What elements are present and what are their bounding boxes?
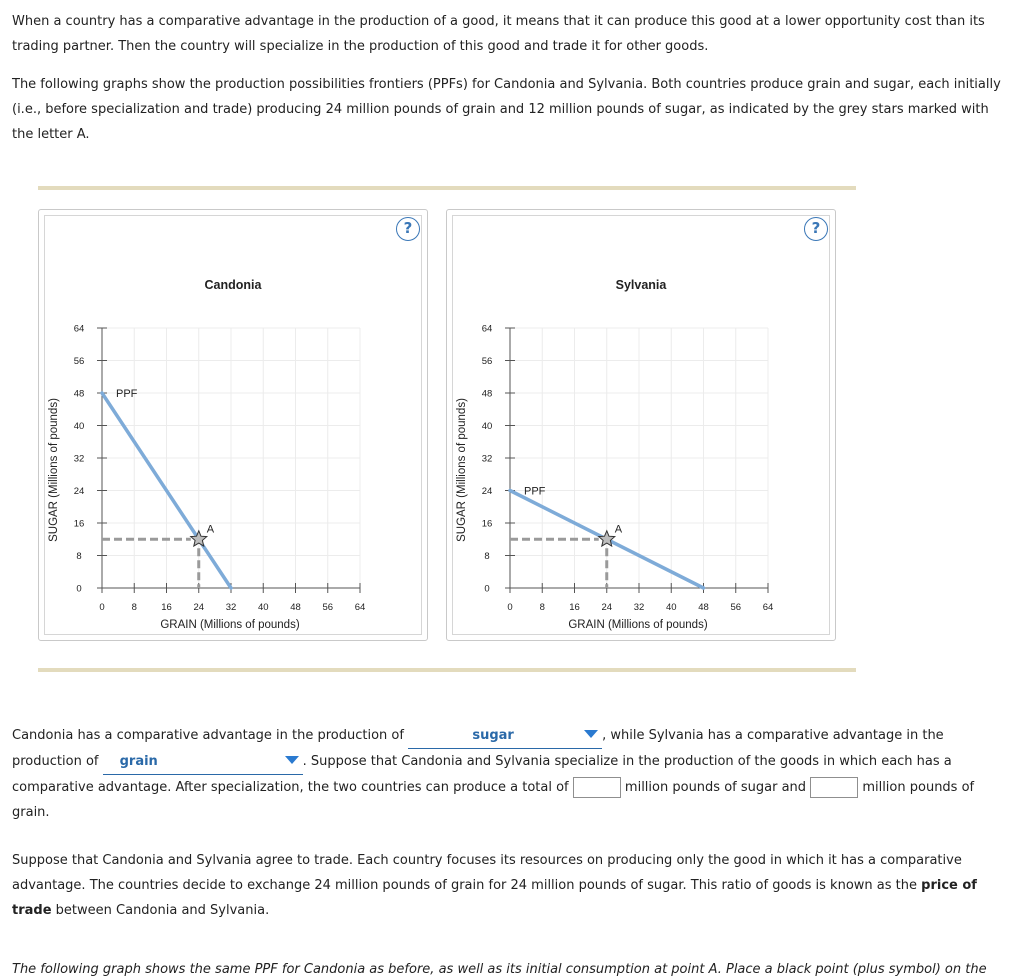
- question-text-5: million pounds of grain.: [12, 780, 975, 820]
- chart-title: Candonia: [204, 278, 262, 292]
- y-tick-label: 16: [73, 518, 85, 530]
- y-tick-label: 48: [73, 388, 85, 400]
- y-tick-label: 24: [481, 486, 493, 497]
- x-tick-label: 32: [633, 602, 645, 613]
- help-icon[interactable]: ?: [804, 217, 828, 241]
- x-tick-label: 8: [539, 602, 545, 613]
- question-text-4: million pounds of sugar and: [624, 780, 807, 795]
- x-tick-label: 0: [507, 602, 513, 613]
- question-text-3: . Suppose that Candonia and Sylvania specialize in the production of the goods in which each has a comparative advantage. After specialization, the two countries can produce a total of: [12, 754, 952, 795]
- y-tick-label: 48: [481, 388, 493, 400]
- y-tick-label: 32: [481, 453, 493, 465]
- x-tick-label: 16: [569, 602, 580, 613]
- y-tick-label: 64: [481, 323, 493, 335]
- dropdown-value: grain: [119, 754, 158, 769]
- divider-top: [38, 186, 856, 190]
- comparative-advantage-question: [12, 723, 1002, 825]
- y-tick-label: 0: [76, 583, 82, 595]
- x-tick-label: 56: [322, 602, 334, 613]
- total-grain-input[interactable]: [810, 777, 858, 798]
- cutoff-paragraph: The following graph shows the same PPF for Candonia as before, as well as its initial consumption at point A. Place a black point (plus symbol) on the: [12, 962, 987, 977]
- question-text-2: , while Sylvania has a comparative advantage in the production of: [12, 728, 944, 769]
- price-of-trade-term: price of trade: [12, 878, 977, 918]
- divider-bottom: [38, 668, 856, 672]
- help-icon[interactable]: ?: [396, 217, 420, 241]
- y-tick-label: 0: [484, 583, 490, 595]
- y-tick-label: 16: [481, 518, 493, 530]
- total-sugar-input[interactable]: [573, 777, 621, 798]
- sylvania-chart: [447, 210, 835, 640]
- x-tick-label: 40: [665, 602, 677, 613]
- x-tick-label: 16: [161, 602, 172, 613]
- x-tick-label: 48: [290, 602, 301, 613]
- y-axis-label: SUGAR (Millions of pounds): [456, 398, 468, 542]
- x-tick-label: 24: [193, 602, 205, 613]
- chart-title: Sylvania: [615, 278, 667, 292]
- y-tick-label: 56: [481, 356, 493, 367]
- x-tick-label: 24: [601, 602, 613, 613]
- y-tick-label: 8: [76, 551, 82, 562]
- intro-paragraph-1: When a country has a comparative advantage in the production of a good, it means that it can produce this good at a lower opportunity cost than its trading partner. Then the country will specialize in the production of this good and trade it for other goods.: [12, 14, 985, 54]
- y-axis-label: SUGAR (Millions of pounds): [48, 398, 60, 542]
- candonia-graph-panel: [38, 209, 428, 641]
- x-tick-label: 8: [131, 602, 137, 613]
- sylvania-advantage-dropdown[interactable]: [103, 749, 303, 775]
- candonia-advantage-dropdown[interactable]: [408, 723, 602, 749]
- point-a-label: A: [614, 523, 623, 536]
- x-tick-label: 32: [225, 602, 237, 613]
- chevron-down-icon: [584, 730, 598, 738]
- trade-paragraph: [12, 848, 1002, 923]
- y-tick-label: 24: [73, 486, 85, 497]
- y-tick-label: 40: [481, 421, 493, 432]
- y-tick-label: 40: [73, 421, 85, 432]
- x-tick-label: 0: [99, 602, 105, 613]
- x-tick-label: 56: [730, 602, 742, 613]
- y-tick-label: 64: [73, 323, 85, 335]
- x-tick-label: 64: [762, 602, 774, 613]
- question-text-1: Candonia has a comparative advantage in the production of: [12, 728, 404, 743]
- ppf-label: PPF: [524, 485, 546, 498]
- trade-text-2: between Candonia and Sylvania.: [55, 903, 270, 918]
- x-tick-label: 48: [698, 602, 709, 613]
- ppf-label: PPF: [116, 388, 138, 400]
- intro-paragraph-2: The following graphs show the production possibilities frontiers (PPFs) for Candonia and Sylvania. Both countries produce grain and sugar, each initially (i.e., before specialization and trade) producing 24 million pounds of grain and 12 million pounds of sugar, as indicated by the grey stars marked with the letter A.: [12, 77, 1001, 142]
- dropdown-value: sugar: [472, 728, 514, 743]
- x-tick-label: 64: [354, 602, 366, 613]
- x-tick-label: 40: [257, 602, 269, 613]
- point-a-label: A: [206, 523, 215, 536]
- trade-text-1: Suppose that Candonia and Sylvania agree to trade. Each country focuses its resources on producing only the good in which it has a comparative advantage. The countries decide to exchange 24 million pounds of grain for 24 million pounds of sugar. This ratio of goods is known as the: [12, 853, 962, 893]
- chevron-down-icon: [285, 756, 299, 764]
- sylvania-graph-panel: [446, 209, 836, 641]
- y-tick-label: 8: [484, 551, 490, 562]
- x-axis-label: GRAIN (Millions of pounds): [160, 619, 300, 631]
- y-tick-label: 32: [73, 453, 85, 465]
- y-tick-label: 56: [73, 356, 85, 367]
- candonia-chart: [39, 210, 427, 640]
- x-axis-label: GRAIN (Millions of pounds): [568, 619, 708, 631]
